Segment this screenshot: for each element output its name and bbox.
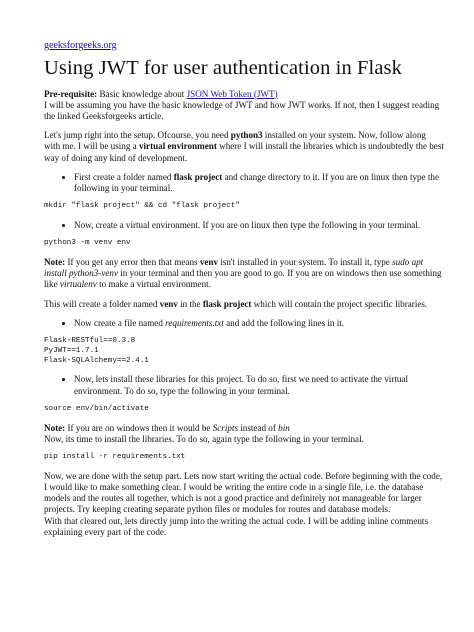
page-title: Using JWT for user authentication in Flask: [44, 57, 402, 79]
site-link[interactable]: geeksforgeeks.org: [44, 40, 117, 51]
note1-venv: venv: [199, 256, 218, 267]
code-block-mkdir: mkdir "flask project" && cd "flask project": [44, 202, 240, 211]
note-venv-paragraph: [44, 257, 444, 291]
setup-text: Now, we are done with the setup part. Lets now start writing the actual code. Before beginning with the code, I would like to make something clear. I would be writing the entire code in a single file, i.e. the database models and the routes all together, which is not a good practice and definitely not manageable for larger projects. Try keeping creating separate python files or modules for routes and database models.: [44, 470, 443, 515]
prereq-text: Basic knowledge about: [97, 88, 187, 99]
intro-python3: python3: [230, 130, 263, 141]
code-block-pip: pip install -r requirements.txt: [44, 453, 186, 461]
intro-text-1: Let's jump right into the setup. Ofcourse, you need: [44, 130, 231, 141]
note1-virtualenv: virtualenv: [59, 279, 97, 290]
step3-item: [74, 318, 444, 329]
note1-label: Note:: [44, 256, 66, 267]
note2-bin: bin: [278, 422, 290, 433]
step3-text-1: Now create a file named: [74, 317, 166, 328]
note1-text-2: isn't installed in your system. To install it, type: [218, 256, 393, 267]
folder-paragraph: [44, 299, 444, 310]
step1-text-2: and change directory to it. If you are on linux then type the following in your terminal.: [74, 171, 439, 193]
intro-paragraph: [44, 130, 444, 164]
note2-text-2: instead of: [237, 422, 279, 433]
jwt-link[interactable]: JSON Web Token (JWT): [186, 88, 278, 99]
step3-text-2: and add the following lines in it.: [223, 317, 345, 328]
step2-list: [44, 220, 444, 231]
setup-paragraph: [44, 471, 444, 538]
step1-folder: flask project: [173, 171, 223, 182]
note1-text-3: in your terminal and then you are good to go. If you are on windows then use something like: [44, 268, 442, 290]
step2-item: • Now, create a virtual environment. If you are on linux then type the following in your terminal.: [74, 220, 444, 231]
code-block-requirements: Flask-RESTful==0.3.8 PyJWT==1.7.1 Flask-SQLAlchemy==2.4.1: [44, 337, 149, 365]
note1-text-4: to make a virtual environment.: [96, 279, 211, 290]
document-page: [44, 40, 444, 538]
step1-text-1: First create a folder named: [74, 171, 174, 182]
folder-project: flask project: [202, 298, 252, 309]
code-block-activate: source env/bin/activate: [44, 404, 149, 413]
step1-list: [44, 172, 444, 194]
step4-item: • Now, lets install these libraries for this project. To do so, first we need to activate the virtual environment. To do so, type the following in your terminal.: [74, 374, 444, 396]
folder-venv: venv: [159, 298, 178, 309]
step3-list: [44, 318, 444, 329]
intro-text-3: where I will install the libraries which is undoubtedly the best way of doing any kind of development.: [44, 141, 444, 163]
step3-filename: requirements.txt: [165, 317, 224, 328]
note1-command: sudo apt install python3-venv: [44, 256, 424, 279]
folder-text-3: which will contain the project specific libraries.: [251, 298, 428, 309]
step4-list: [44, 374, 444, 396]
prereq-label: Pre-requisite:: [44, 88, 98, 99]
note2-text-1: If you are on windows then it would be: [65, 422, 213, 433]
step1-item: [74, 172, 444, 194]
final-text: With that cleared out, lets directly jump into the writing the actual code. I will be adding inline comments explaining every part of the code.: [44, 515, 428, 537]
note2-line-2: Now, its time to install the libraries. To do so, again type the following in your terminal.: [44, 433, 364, 444]
intro-text-2: installed on your system. Now, follow along with me. I will be using a: [44, 130, 426, 152]
note2-label: Note:: [44, 422, 66, 433]
note-windows-paragraph: [44, 423, 444, 445]
prereq-description: I will be assuming you have the basic knowledge of JWT and how JWT works. If not, then I suggest reading the linked Geeksforgeeks article.: [44, 99, 440, 121]
note2-scripts: Scripts: [212, 422, 238, 433]
prerequisite-paragraph: [44, 89, 444, 123]
folder-text-2: in the: [177, 298, 203, 309]
intro-virtual-env: virtual environment: [138, 141, 217, 152]
code-block-venv: python3 -m venv env: [44, 239, 131, 248]
folder-text-1: This will create a folder named: [44, 298, 160, 309]
note1-text-1: If you get any error then that means: [65, 256, 200, 267]
